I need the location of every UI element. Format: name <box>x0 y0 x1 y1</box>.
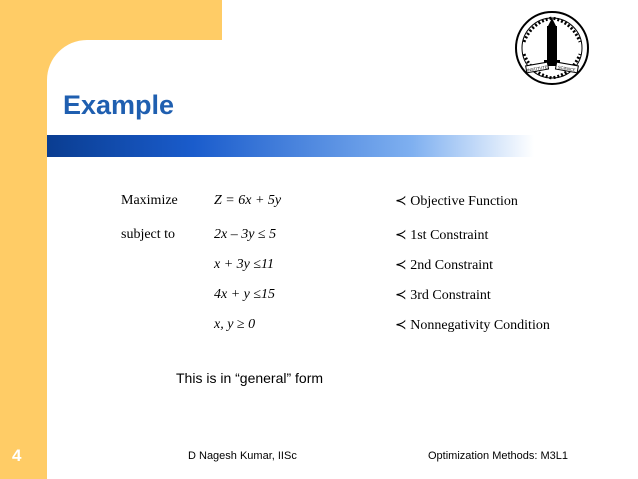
top-band <box>47 0 222 40</box>
row-label: subject to <box>121 227 176 242</box>
row-expression: 2x – 3y ≤ 5 <box>214 227 277 242</box>
row-comment: ≺ Nonnegativity Condition <box>395 318 550 333</box>
footer-course: Optimization Methods: M3L1 <box>428 450 569 462</box>
iisc-seal-icon <box>512 8 592 88</box>
row-expression: 4x + y ≤15 <box>214 287 276 302</box>
row-comment: ≺ 2nd Constraint <box>395 258 494 273</box>
row-expression: x + 3y ≤11 <box>214 257 275 272</box>
left-sidebar-band <box>0 0 47 479</box>
footer-author: D Nagesh Kumar, IISc <box>188 450 297 462</box>
row-expression: Z = 6x + 5y <box>214 193 282 208</box>
page-number: 4 <box>12 446 22 465</box>
title-underline-bar <box>47 135 534 157</box>
logo-text-right: SCIENCE <box>557 64 576 73</box>
row-comment: ≺ 3rd Constraint <box>395 288 491 303</box>
row-expression: x, y ≥ 0 <box>214 317 256 332</box>
row-comment: ≺ 1st Constraint <box>395 228 489 243</box>
row-comment: ≺ Objective Function <box>395 194 518 209</box>
form-note: This is in “general” form <box>176 370 324 386</box>
logo-text-left: INSTITUTE <box>526 64 548 73</box>
row-label: Maximize <box>121 193 178 208</box>
slide-title: Example <box>63 90 175 120</box>
